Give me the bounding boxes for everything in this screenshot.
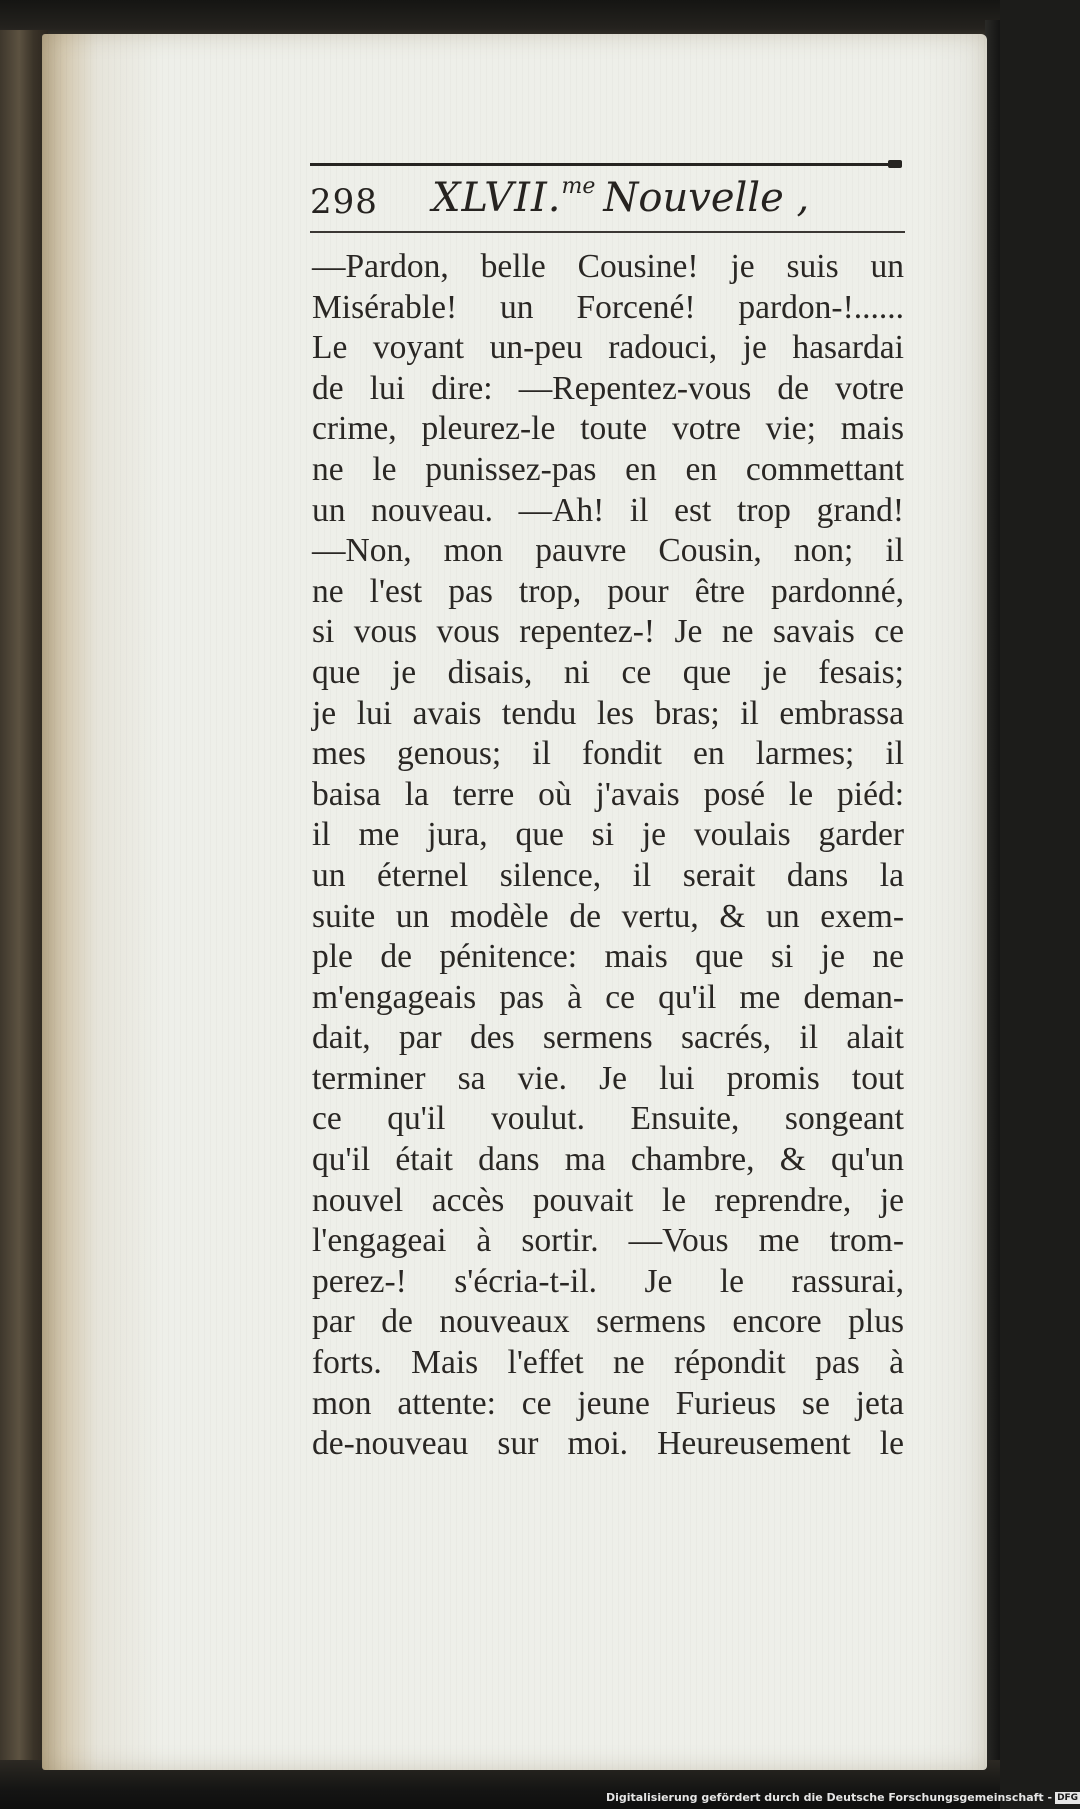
text-line: baisa la terre où j'avais posé le piéd: [312, 775, 904, 813]
text-line: qu'il était dans ma chambre, & qu'un [312, 1141, 904, 1179]
book-spine [0, 30, 48, 1770]
page-number: 298 [310, 182, 378, 222]
text-line: si vous vous repentez-! Je ne savais ce [312, 613, 904, 651]
title-superscript: me [561, 174, 596, 199]
text-line: —Pardon, belle Cousine! je suis un [312, 248, 904, 285]
text-line: il me jura, que si je voulais garder [312, 816, 904, 854]
text-line: par de nouveaux sermens encore plus [312, 1303, 904, 1341]
running-header [310, 168, 905, 230]
text-line: Le voyant un-peu radouci, je hasardai [312, 329, 904, 367]
text-line: ce qu'il voulut. Ensuite, songeant [312, 1100, 904, 1138]
body-text [312, 247, 904, 1465]
text-line: perez-! s'écria-t-il. Je le rassurai, [312, 1262, 904, 1300]
digitization-credit [606, 1791, 1079, 1807]
text-line: un nouveau. —Ah! il est trop grand! [312, 491, 904, 529]
text-line: dait, par des sermens sacrés, il alait [312, 1019, 904, 1057]
text-line: Misérable! un Forcené! pardon-!...... [312, 288, 904, 326]
text-line: m'engageais pas à ce qu'il me deman- [312, 978, 904, 1016]
text-line: suite un modèle de vertu, & un exem- [312, 897, 904, 935]
header-top-rule [310, 163, 900, 166]
digitization-credit-text: Digitalisierung gefördert durch die Deutsche Forschungsgemeinschaft - [606, 1791, 1053, 1804]
text-line: forts. Mais l'effet ne répondit pas à [312, 1344, 904, 1382]
text-line: de-nouveau sur moi. Heureusement le [312, 1425, 904, 1463]
text-line: mon attente: ce jeune Furieus se jeta [312, 1384, 904, 1422]
text-line: crime, pleurez-le toute votre vie; mais [312, 410, 904, 448]
header-rule-ornament [888, 160, 902, 168]
title-roman-numeral: XLVII. [432, 175, 562, 221]
text-line: de lui dire: —Repentez-vous de votre [312, 369, 904, 407]
text-line: l'engageai à sortir. —Vous me trom- [312, 1222, 904, 1260]
text-line: mes genous; il fondit en larmes; il [312, 735, 904, 773]
book-right-edge [985, 20, 1000, 1780]
text-line: un éternel silence, il serait dans la [312, 856, 904, 894]
dfg-logo-icon: DFG [1057, 1793, 1079, 1803]
text-line: ne l'est pas trop, pour être pardonné, [312, 572, 904, 610]
text-line: nouvel accès pouvait le reprendre, je [312, 1181, 904, 1219]
text-line: je lui avais tendu les bras; il embrassa [312, 694, 904, 732]
text-line: ple de pénitence: mais que si je ne [312, 938, 904, 976]
title-word: Nouvelle , [603, 175, 810, 221]
text-line: ne le punissez-pas en en commettant [312, 450, 904, 488]
text-line: —Non, mon pauvre Cousin, non; il [312, 532, 904, 570]
text-line: que je disais, ni ce que je fesais; [312, 653, 904, 691]
running-title [432, 174, 809, 221]
text-line: terminer sa vie. Je lui promis tout [312, 1059, 904, 1097]
header-bottom-rule [310, 231, 905, 233]
